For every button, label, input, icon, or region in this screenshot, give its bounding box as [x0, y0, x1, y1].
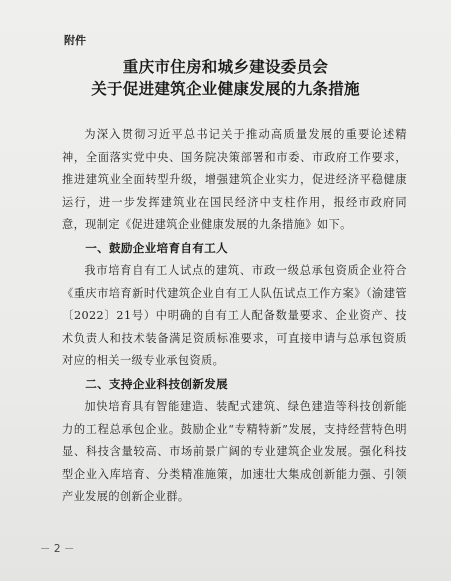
section-1-heading: 一、鼓励企业培育自有工人	[85, 240, 228, 255]
document-title-line2: 关于促进建筑企业健康发展的九条措施	[91, 80, 360, 98]
document-body	[62, 124, 407, 509]
section-1-paragraph: 我市培育自有工人试点的建筑、市政一级总承包资质企业符合《重庆市培育新时代建筑企业自有工人队伍试点工作方案》（渝建管〔2022〕21号）中明确的自有工人配备数量要求、企业资产、技术负责人和技术装备满足资质标准要求，可直接申请与总承包资质对应的相关一级专业承包资质。	[62, 263, 407, 368]
attachment-label: 附件	[64, 34, 86, 47]
page-number: － 2 －	[40, 543, 75, 555]
section-2-paragraph: 加快培育具有智能建造、装配式建筑、绿色建造等科技创新能力的工程总承包企业。鼓励企业“专精特新”发展，支持经营特色明显、科技含量较高、市场前景广阔的专业建筑企业发展。强化科技型企业入库培育、分类精准施策，加速壮大集成创新能力强、引领产业发展的创新企业群。	[62, 399, 407, 504]
document-title-line1: 重庆市住房和城乡建设委员会	[122, 58, 329, 76]
section-2-heading: 二、支持企业科技创新发展	[85, 376, 228, 391]
intro-paragraph: 为深入贯彻习近平总书记关于推动高质量发展的重要论述精神，全面落实党中央、国务院决策部署和市委、市政府工作要求，推进建筑业全面转型升级，增强建筑企业实力，促进经济平稳健康运行，进一步发挥建筑业在国民经济中支柱作用，报经市政府同意，现制定《促进建筑企业健康发展的九条措施》如下。	[62, 128, 407, 232]
